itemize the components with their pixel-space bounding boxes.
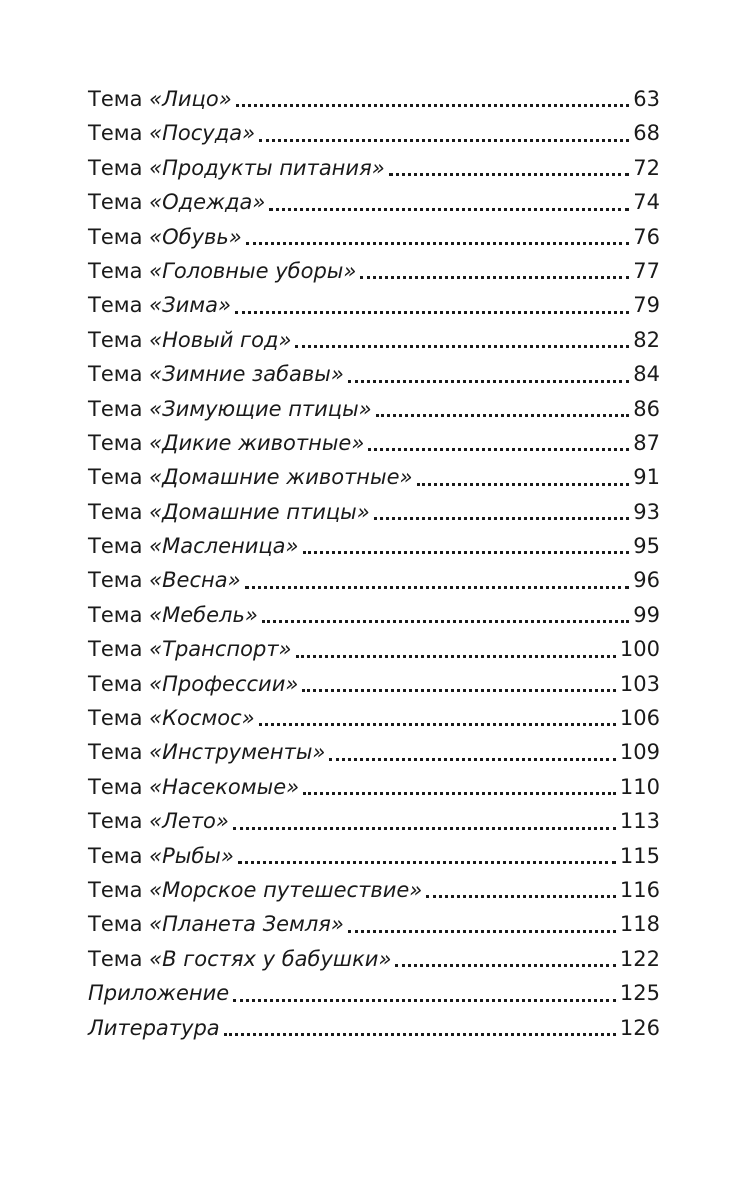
toc-entry-title [88, 426, 364, 460]
toc-entry-prefix: Тема [88, 671, 143, 696]
dot-leader [238, 861, 616, 864]
toc-entry-name: «Рыбы» [149, 843, 234, 868]
toc-entry-prefix: Тема [88, 534, 143, 559]
toc-entry-title [88, 563, 241, 597]
toc-entry[interactable] [88, 942, 660, 976]
toc-entry-name: «В гостях у бабушки» [149, 946, 392, 971]
dot-leader [329, 758, 616, 761]
dot-leader [259, 139, 629, 142]
toc-entry-prefix: Тема [88, 740, 143, 765]
toc-entry[interactable] [88, 804, 660, 838]
dot-leader [224, 1033, 616, 1036]
toc-entry-name: «Обувь» [149, 224, 242, 249]
toc-entry-name: «Лицо» [149, 86, 232, 111]
toc-entry[interactable] [88, 770, 660, 804]
toc-entry-prefix: Тема [88, 706, 143, 731]
toc-entry-title [88, 185, 265, 219]
toc-entry-name: Литература [88, 1015, 220, 1040]
toc-entry-prefix: Тема [88, 86, 143, 111]
toc-entry[interactable] [88, 392, 660, 426]
toc-entry-prefix: Тема [88, 912, 143, 937]
toc-entry-page: 86 [633, 396, 660, 421]
toc-entry-title [88, 151, 385, 185]
dot-leader [233, 999, 616, 1002]
toc-entry[interactable] [88, 563, 660, 597]
toc-entry-title [88, 460, 413, 494]
toc-entry[interactable] [88, 667, 660, 701]
toc-entry[interactable] [88, 1011, 660, 1045]
toc-entry-name: «Домашние животные» [149, 465, 413, 490]
toc-entry-page: 99 [633, 602, 660, 627]
toc-entry-prefix: Тема [88, 396, 143, 421]
toc-entry-page: 96 [633, 568, 660, 593]
dot-leader [246, 242, 630, 245]
toc-entry-page: 68 [633, 121, 660, 146]
toc-entry-title [88, 529, 299, 563]
toc-entry-title [88, 770, 299, 804]
toc-entry-title [88, 1011, 220, 1045]
toc-entry-page: 126 [619, 1015, 660, 1040]
toc-entry-title [88, 288, 231, 322]
table-of-contents [88, 82, 660, 1045]
toc-entry-name: «Зима» [149, 293, 231, 318]
toc-entry-page: 103 [619, 671, 660, 696]
toc-entry[interactable] [88, 735, 660, 769]
toc-entry-prefix: Тема [88, 568, 143, 593]
dot-leader [269, 208, 629, 211]
toc-entry-name: «Морское путешествие» [149, 877, 423, 902]
toc-entry-title [88, 323, 291, 357]
toc-entry-page: 109 [619, 740, 660, 765]
toc-entry-name: «Насекомые» [149, 774, 300, 799]
toc-entry-prefix: Тема [88, 602, 143, 627]
toc-entry-page: 113 [619, 809, 660, 834]
toc-entry-title [88, 976, 229, 1010]
dot-leader [296, 655, 616, 658]
toc-entry-prefix: Тема [88, 258, 143, 283]
toc-entry-page: 116 [619, 877, 660, 902]
toc-entry[interactable] [88, 529, 660, 563]
toc-entry-name: «Одежда» [149, 190, 266, 215]
toc-entry-prefix: Тема [88, 499, 143, 524]
toc-entry-prefix: Тема [88, 637, 143, 662]
toc-entry[interactable] [88, 839, 660, 873]
toc-entry[interactable] [88, 288, 660, 322]
toc-entry-prefix: Тема [88, 843, 143, 868]
dot-leader [395, 964, 616, 967]
toc-entry-name: «Новый год» [149, 327, 292, 352]
toc-entry[interactable] [88, 151, 660, 185]
dot-leader [303, 551, 630, 554]
dot-leader [262, 620, 629, 623]
toc-entry-page: 115 [619, 843, 660, 868]
toc-entry[interactable] [88, 323, 660, 357]
toc-entry-page: 100 [619, 637, 660, 662]
toc-entry-page: 79 [633, 293, 660, 318]
toc-entry[interactable] [88, 495, 660, 529]
toc-entry-title [88, 116, 255, 150]
toc-entry-page: 82 [633, 327, 660, 352]
toc-entry[interactable] [88, 185, 660, 219]
toc-entry[interactable] [88, 82, 660, 116]
toc-entry[interactable] [88, 254, 660, 288]
toc-entry-page: 77 [633, 258, 660, 283]
toc-entry-title [88, 495, 370, 529]
toc-entry[interactable] [88, 873, 660, 907]
toc-entry-title [88, 701, 255, 735]
toc-entry[interactable] [88, 976, 660, 1010]
dot-leader [348, 930, 616, 933]
toc-entry-page: 63 [633, 86, 660, 111]
toc-entry-name: «Инструменты» [149, 740, 326, 765]
toc-entry-title [88, 357, 344, 391]
toc-entry-title [88, 598, 258, 632]
toc-entry-title [88, 735, 325, 769]
toc-entry-prefix: Тема [88, 121, 143, 146]
toc-entry-name: «Масленица» [149, 534, 299, 559]
dot-leader [368, 448, 629, 451]
toc-entry[interactable] [88, 426, 660, 460]
toc-entry-name: Приложение [88, 981, 230, 1006]
toc-entry[interactable] [88, 701, 660, 735]
toc-entry[interactable] [88, 116, 660, 150]
toc-entry-page: 95 [633, 534, 660, 559]
dot-leader [426, 895, 616, 898]
toc-entry-prefix: Тема [88, 946, 143, 971]
toc-entry-page: 72 [633, 155, 660, 180]
dot-leader [348, 380, 629, 383]
toc-entry-name: «Продукты питания» [149, 155, 385, 180]
toc-entry-page: 76 [633, 224, 660, 249]
toc-entry-name: «Зимующие птицы» [149, 396, 372, 421]
dot-leader [389, 173, 630, 176]
toc-entry-title [88, 804, 229, 838]
dot-leader [233, 827, 616, 830]
toc-entry-prefix: Тема [88, 224, 143, 249]
toc-entry-prefix: Тема [88, 293, 143, 318]
toc-entry-prefix: Тема [88, 155, 143, 180]
toc-entry[interactable] [88, 357, 660, 391]
toc-entry-prefix: Тема [88, 430, 143, 455]
toc-entry-prefix: Тема [88, 877, 143, 902]
toc-entry[interactable] [88, 598, 660, 632]
dot-leader [374, 517, 630, 520]
toc-entry-title [88, 632, 292, 666]
toc-entry-prefix: Тема [88, 327, 143, 352]
toc-entry-name: «Космос» [149, 706, 255, 731]
toc-entry-name: «Дикие животные» [149, 430, 365, 455]
toc-entry-page: 74 [633, 190, 660, 215]
toc-entry-title [88, 392, 372, 426]
toc-entry-name: «Профессии» [149, 671, 299, 696]
toc-entry-name: «Домашние птицы» [149, 499, 370, 524]
toc-entry-title [88, 667, 298, 701]
toc-entry-title [88, 220, 242, 254]
toc-entry-name: «Планета Земля» [149, 912, 344, 937]
toc-entry-page: 118 [619, 912, 660, 937]
toc-entry-name: «Посуда» [149, 121, 256, 146]
dot-leader [303, 792, 616, 795]
toc-entry-prefix: Тема [88, 362, 143, 387]
toc-entry[interactable] [88, 220, 660, 254]
toc-entry-title [88, 254, 356, 288]
toc-entry-title [88, 942, 391, 976]
toc-entry-title [88, 82, 232, 116]
toc-entry-prefix: Тема [88, 190, 143, 215]
toc-entry-page: 110 [619, 774, 660, 799]
toc-entry-name: «Зимние забавы» [149, 362, 344, 387]
dot-leader [360, 276, 629, 279]
toc-entry[interactable] [88, 907, 660, 941]
dot-leader [259, 723, 616, 726]
toc-entry-page: 91 [633, 465, 660, 490]
dot-leader [236, 104, 630, 107]
toc-entry-prefix: Тема [88, 809, 143, 834]
dot-leader [235, 311, 629, 314]
toc-entry-name: «Весна» [149, 568, 241, 593]
toc-entry-prefix: Тема [88, 774, 143, 799]
toc-entry-title [88, 873, 422, 907]
dot-leader [302, 689, 616, 692]
toc-entry-name: «Лето» [149, 809, 229, 834]
toc-entry-page: 84 [633, 362, 660, 387]
toc-entry-page: 122 [619, 946, 660, 971]
toc-entry-page: 87 [633, 430, 660, 455]
toc-entry-page: 106 [619, 706, 660, 731]
toc-entry-title [88, 907, 344, 941]
toc-entry-name: «Мебель» [149, 602, 258, 627]
dot-leader [245, 586, 630, 589]
toc-entry-page: 93 [633, 499, 660, 524]
toc-entry-name: «Головные уборы» [149, 258, 357, 283]
toc-entry-name: «Транспорт» [149, 637, 292, 662]
dot-leader [376, 414, 630, 417]
toc-entry-page: 125 [619, 981, 660, 1006]
dot-leader [417, 483, 630, 486]
toc-entry-prefix: Тема [88, 465, 143, 490]
dot-leader [295, 345, 629, 348]
toc-entry[interactable] [88, 632, 660, 666]
toc-entry[interactable] [88, 460, 660, 494]
toc-entry-title [88, 839, 234, 873]
